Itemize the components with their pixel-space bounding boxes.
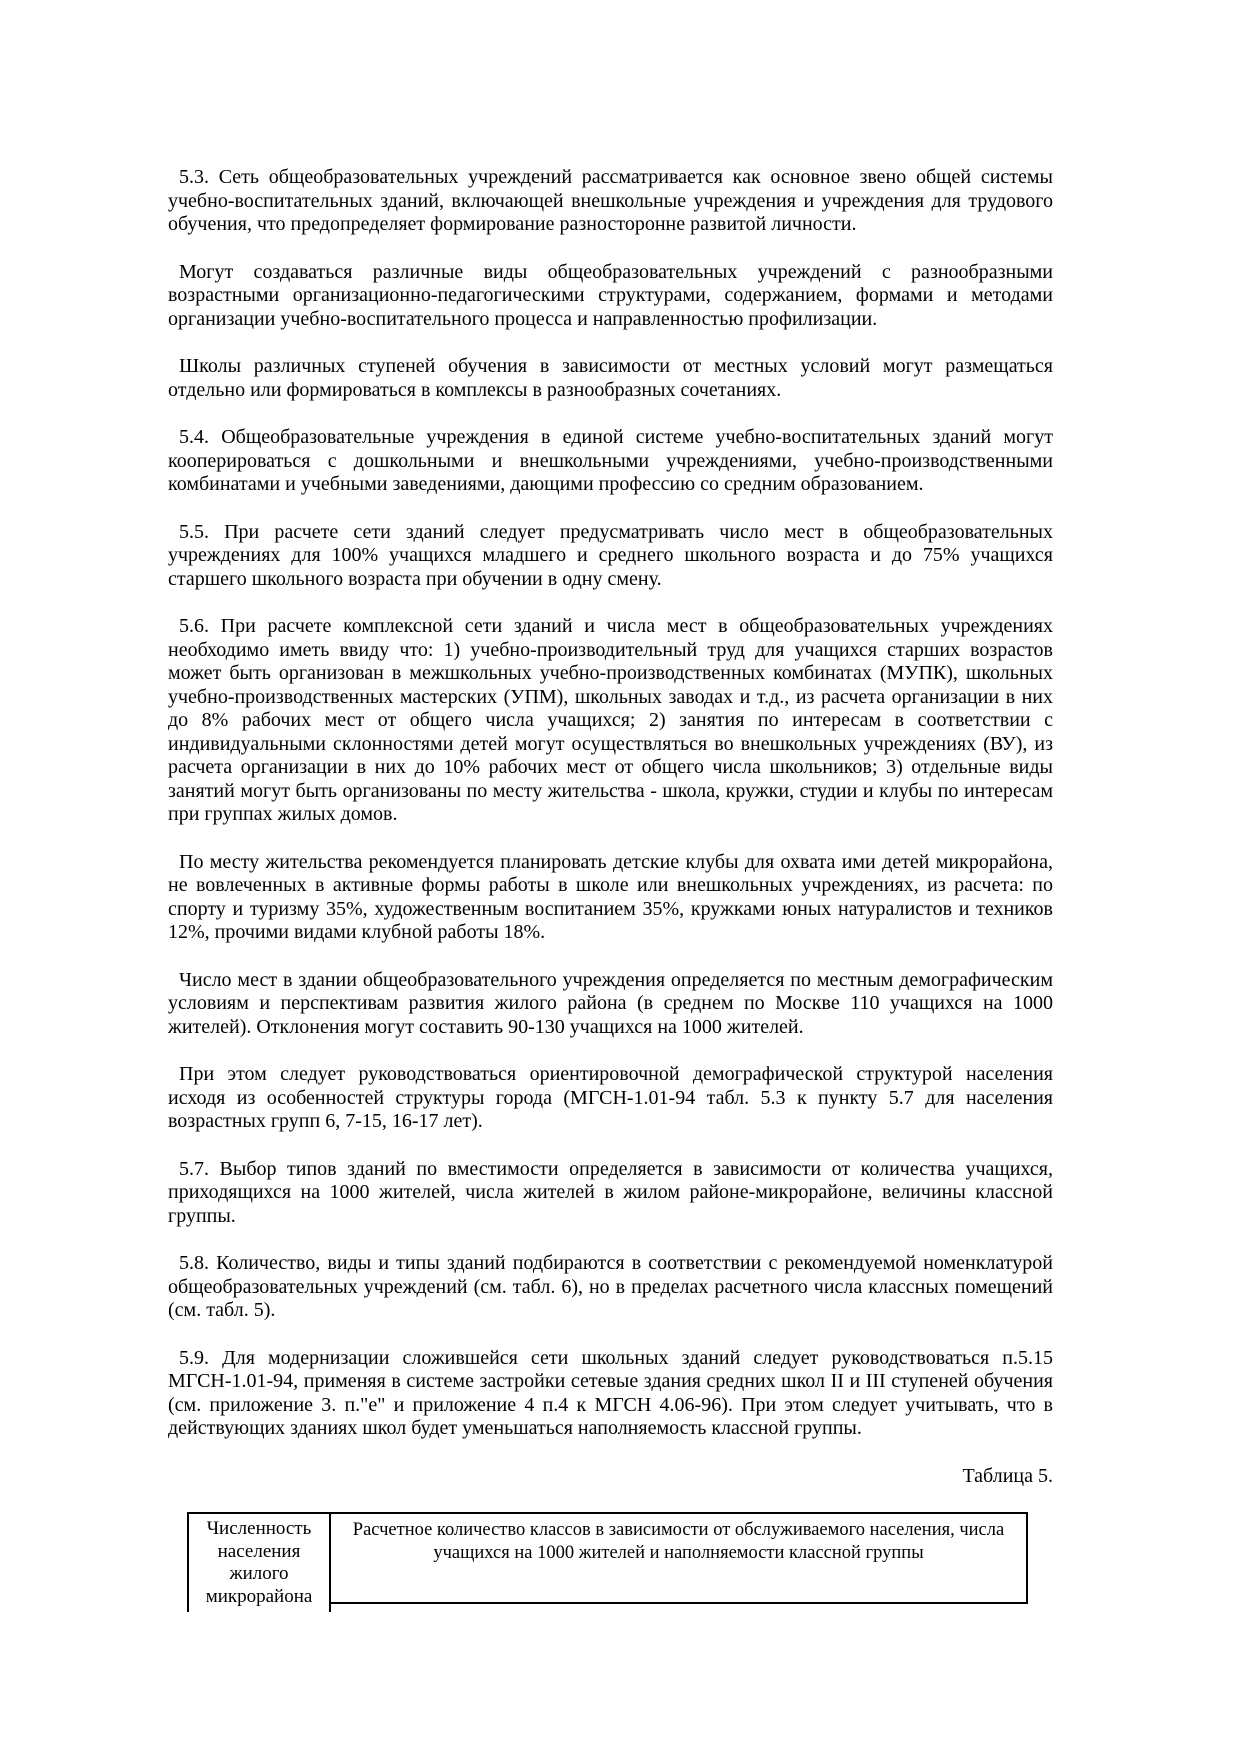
document-content [168, 0, 1053, 1612]
paragraph-5-8: 5.8. Количество, виды и типы зданий подбираются в соответствии с рекомендуемой номенклатурой общеобразовательных учреждений (см. табл. 6), но в пределах расчетного числа классных помещений (см. табл. 5). [168, 1252, 1053, 1321]
paragraph-demographic-structure: При этом следует руководствоваться ориентировочной демографической структурой населения исходя из особенностей структуры города (МГСН-1.01-94 табл. 5.3 к пункту 5.7 для населения возрастных групп 6, 7-15, 16-17 лет). [168, 1063, 1053, 1132]
paragraph-5-7: 5.7. Выбор типов зданий по вместимости определяется в зависимости от количества учащихся, приходящихся на 1000 жителей, числа жителей в жилом районе-микрорайоне, величины классной группы. [168, 1157, 1053, 1227]
paragraph-5-5: 5.5. При расчете сети зданий следует предусматривать число мест в общеобразовательных учреждениях для 100% учащихся младшего и среднего школьного возраста и до 75% учащихся старшего школьного возраста при обучении в одну смену. [168, 520, 1053, 590]
table-caption: Таблица 5. [962, 1464, 1053, 1487]
paragraph-institution-types: Могут создаваться различные виды общеобразовательных учреждений с разнообразными возрастными организационно-педагогическими структурами, содержанием, формами и методами организации учебно-воспитательного процесса и направленностью профилизации. [168, 260, 1053, 330]
table-5 [187, 1512, 1028, 1612]
paragraph-children-clubs: По месту жительства рекомендуется планировать детские клубы для охвата ими детей микрорайона, не вовлеченных в активные формы работы в школе или внешкольных учреждениях, из расчета: по спорту и туризму 35%, художественным воспитанием 35%, кружками юных натуралистов и техников 12%, прочими видами клубной работы 18%. [168, 850, 1053, 943]
paragraph-5-6: 5.6. При расчете комплексной сети зданий и числа мест в общеобразовательных учреждениях необходимо иметь ввиду что: 1) учебно-производительный труд для учащихся старших возрастов может быть организован в межшкольных учебно-производственных комбинатах (МУПК), школьных учебно-производственных мастерских (УПМ), школьных заводах и т.д., из расчета организации в них до 8% рабочих мест от общего числа учащихся; 2) занятия по интересам в соответствии с индивидуальными склонностями детей могут осуществляться во внешкольных учреждениях (ВУ), из расчета организации в них до 10% рабочих мест от общего числа школьников; 3) отдельные виды занятий могут быть организованы по месту жительства - школа, кружки, студии и клубы по интересам при группах жилых домов. [168, 615, 1053, 825]
paragraph-places-number: Число мест в здании общеобразовательного учреждения определяется по местным демографическим условиям и перспективам развития жилого района (в среднем по Москве 110 учащихся на 1000 жителей). Отклонения могут составить 90-130 учащихся на 1000 жителей. [168, 968, 1053, 1038]
paragraph-school-levels: Школы различных ступеней обучения в зависимости от местных условий могут размещаться отдельно или формироваться в комплексы в разнообразных сочетаниях. [168, 355, 1053, 401]
table-header-population: Численность населения жилого микрорайона [187, 1512, 331, 1612]
paragraph-5-4: 5.4. Общеобразовательные учреждения в единой системе учебно-воспитательных зданий могут кооперироваться с дошкольными и внешкольными учреждениями, учебно-производственными комбинатами и учебными заведениями, дающими профессию со средним образованием. [168, 426, 1053, 495]
paragraph-5-9: 5.9. Для модернизации сложившейся сети школьных зданий следует руководствоваться п.5.15 МГСН-1.01-94, применяя в системе застройки сетевые здания средних школ II и III ступеней обучения (см. приложение 3. п."е" и приложение 4 п.4 к МГСН 4.06-96). При этом следует учитывать, что в действующих зданиях школ будет уменьшаться наполняемость классной группы. [168, 1346, 1053, 1439]
paragraph-5-3: 5.3. Сеть общеобразовательных учреждений рассматривается как основное звено общей системы учебно-воспитательных зданий, включающей внешкольные учреждения и учреждения для трудового обучения, что предопределяет формирование разносторонне развитой личности. [168, 166, 1053, 235]
table-header-classes: Расчетное количество классов в зависимости от обслуживаемого населения, числа учащихся на 1000 жителей и наполняемости классной группы [331, 1512, 1028, 1604]
